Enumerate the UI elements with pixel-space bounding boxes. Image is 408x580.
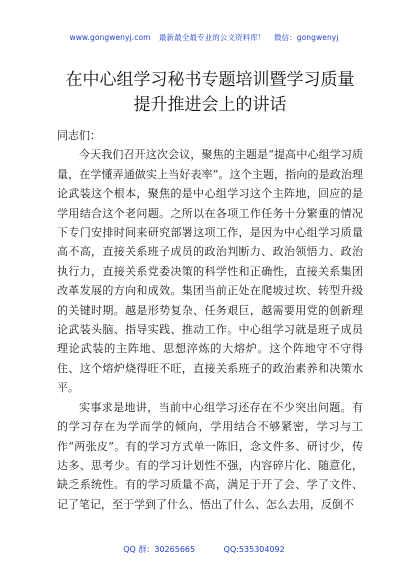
qq-number: QQ:535304092 [223,545,285,554]
document-title: 在中心组学习秘书专题培训暨学习质量提升推进会上的讲话 [65,70,355,115]
salutation: 同志们： [57,129,101,142]
page-footer [0,544,408,555]
wechat-id: 微信：gongwenyj [273,33,339,42]
site-slogan: 最新最全最专业的公文资料库！ [159,33,266,42]
site-url: www.gongwenyj.com [69,33,151,42]
qq-group: QQ 群：30265665 [123,545,196,554]
document-body [57,126,363,514]
page-header [0,32,408,43]
paragraph-1: 今天我们召开这次会议，聚焦的主题是“提高中心组学习质量，在学懂弄通做实上当好表率”。这个主题，指向的是政治理论武装这个根本，聚焦的是中心组学习这个主阵地，回应的是学用结合这个老问题。之所以在各项工作任务十分繁重的情况下专门安排时间来研究部署这项工作，是因为中心组学习质量高不高，直接关系班子成员的政治判断力、政治领悟力、政治执行力，直接关系党委决策的科学性和正确性，直接关系集团改革发展的方向和成效。集团当前正处在爬坡过坎、转型升级的关键时期。越是形势复杂、任务艰巨，越需要用党的创新理论武装头脑、指导实践、推动工作。中心组学习就是班子成员理论武装的主阵地、思想淬炼的大熔炉。这个阵地守不守得住、这个熔炉烧得旺不旺，直接关系班子的政治素养和决策水平。 [57,148,363,395]
paragraph-2: 实事求是地讲，当前中心组学习还存在不少突出问题。有的学习存在为学而学的倾向，学用结合不够紧密，学习与工作“两张皮”。有的学习方式单一陈旧，念文件多、研讨少，传达多、思考少。有的学习计划性不强，内容碎片化、随意化，缺乏系统性。有的学习质量不高，满足于开了会、学了文件、记了笔记，至于学到了什么、悟出了什么、怎么去用，反倒不 [57,400,363,511]
